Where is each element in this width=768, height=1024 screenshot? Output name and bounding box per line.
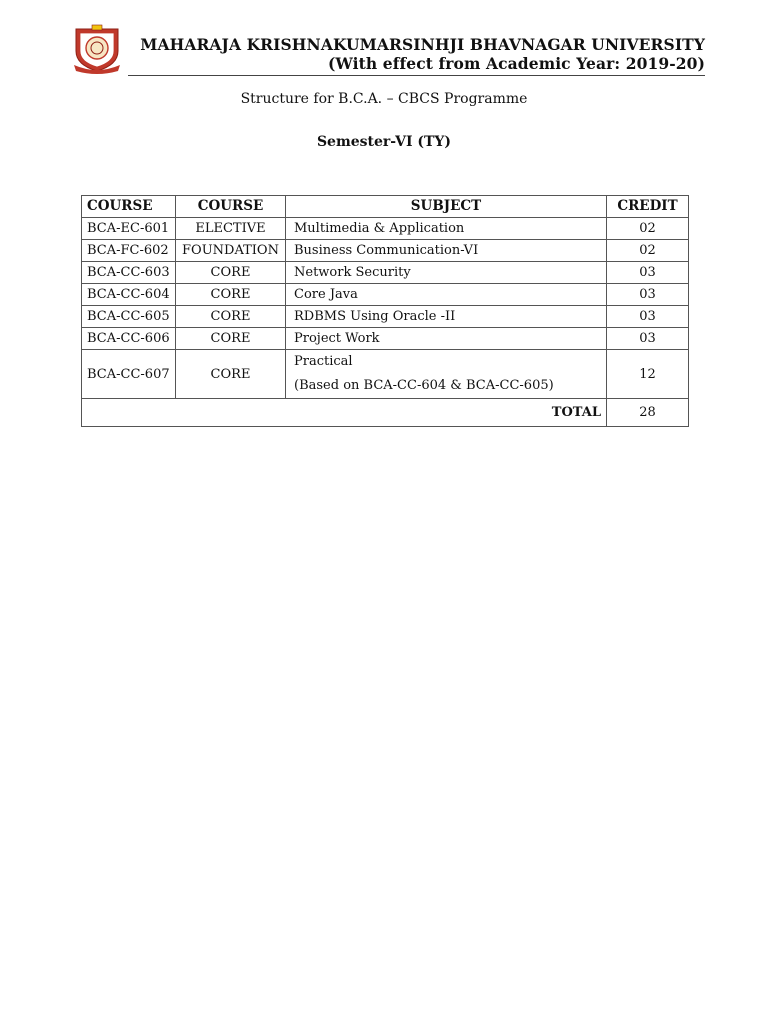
header-course-type: COURSE bbox=[176, 196, 286, 218]
course-type: CORE bbox=[176, 328, 286, 350]
course-code: BCA-CC-603 bbox=[82, 262, 176, 284]
effective-year: (With effect from Academic Year: 2019-20) bbox=[327, 54, 705, 73]
semester-title: Semester-VI (TY) bbox=[316, 134, 452, 150]
course-structure-table bbox=[81, 195, 689, 427]
course-type: CORE bbox=[176, 350, 286, 399]
course-type: CORE bbox=[176, 284, 286, 306]
university-header bbox=[140, 35, 705, 73]
course-subject-cell bbox=[286, 350, 607, 399]
course-code: BCA-FC-602 bbox=[82, 240, 176, 262]
university-name: MAHARAJA KRISHNAKUMARSINHJI BHAVNAGAR UNIVERSITY bbox=[140, 35, 705, 54]
header-subject: SUBJECT bbox=[286, 196, 607, 218]
header-divider bbox=[128, 75, 705, 76]
course-subject-note: (Based on BCA-CC-604 & BCA-CC-605) bbox=[294, 378, 554, 393]
total-value: 28 bbox=[607, 399, 689, 427]
course-code: BCA-CC-606 bbox=[82, 328, 176, 350]
course-credit: 12 bbox=[607, 350, 689, 399]
course-credit: 03 bbox=[607, 284, 689, 306]
course-type: FOUNDATION bbox=[176, 240, 286, 262]
course-type: ELECTIVE bbox=[176, 218, 286, 240]
table-row bbox=[82, 262, 689, 284]
course-subject: Business Communication-VI bbox=[286, 240, 607, 262]
table-row bbox=[82, 350, 689, 399]
course-credit: 03 bbox=[607, 262, 689, 284]
table-row bbox=[82, 240, 689, 262]
header-credit: CREDIT bbox=[607, 196, 689, 218]
course-code: BCA-CC-604 bbox=[82, 284, 176, 306]
course-subject: Network Security bbox=[286, 262, 607, 284]
programme-title: Structure for B.C.A. – CBCS Programme bbox=[240, 91, 528, 107]
total-row bbox=[82, 399, 689, 427]
course-subject: Multimedia & Application bbox=[286, 218, 607, 240]
course-credit: 03 bbox=[607, 328, 689, 350]
course-type: CORE bbox=[176, 306, 286, 328]
table-row bbox=[82, 284, 689, 306]
table-header-row bbox=[82, 196, 689, 218]
course-credit: 02 bbox=[607, 218, 689, 240]
course-code: BCA-CC-607 bbox=[82, 350, 176, 399]
course-subject: RDBMS Using Oracle -II bbox=[286, 306, 607, 328]
university-seal-icon bbox=[70, 21, 124, 75]
header-course-code: COURSE bbox=[82, 196, 176, 218]
course-subject: Core Java bbox=[286, 284, 607, 306]
course-credit: 02 bbox=[607, 240, 689, 262]
table-row bbox=[82, 306, 689, 328]
course-type: CORE bbox=[176, 262, 286, 284]
table-row bbox=[82, 328, 689, 350]
course-code: BCA-CC-605 bbox=[82, 306, 176, 328]
course-subject: Project Work bbox=[286, 328, 607, 350]
total-label: TOTAL bbox=[82, 399, 607, 427]
course-code: BCA-EC-601 bbox=[82, 218, 176, 240]
course-subject: Practical bbox=[294, 354, 353, 369]
course-credit: 03 bbox=[607, 306, 689, 328]
table-row bbox=[82, 218, 689, 240]
